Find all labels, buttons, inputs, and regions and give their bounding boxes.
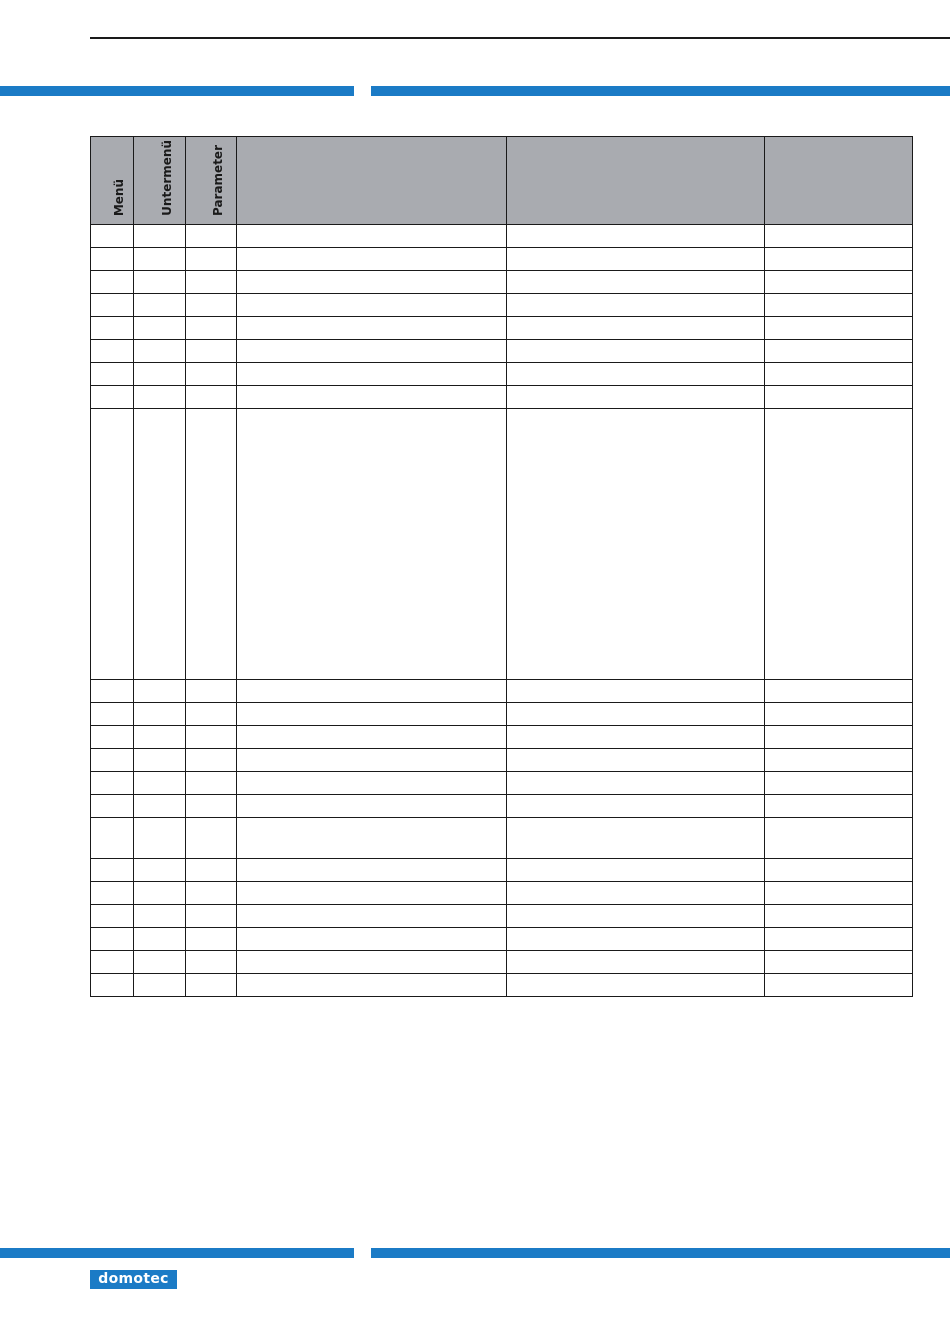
table-cell — [134, 702, 186, 725]
table-cell — [134, 270, 186, 293]
table-cell — [237, 408, 507, 679]
table-cell — [507, 247, 765, 270]
header-col-5 — [507, 137, 765, 225]
table-row — [91, 316, 913, 339]
table-cell — [134, 385, 186, 408]
header-submenu — [134, 137, 186, 225]
table-cell — [507, 817, 765, 858]
table-cell — [91, 408, 134, 679]
table-row — [91, 748, 913, 771]
table-cell — [134, 904, 186, 927]
table-cell — [507, 725, 765, 748]
table-header-row — [91, 137, 913, 225]
table-cell — [134, 679, 186, 702]
header-submenu-label: Untermenü — [159, 140, 174, 216]
table-cell — [91, 224, 134, 247]
table-cell — [237, 858, 507, 881]
table-cell — [237, 362, 507, 385]
table-cell — [765, 858, 913, 881]
table-cell — [91, 362, 134, 385]
table-cell — [507, 858, 765, 881]
table-cell — [91, 794, 134, 817]
table-cell — [186, 408, 237, 679]
table-cell — [186, 702, 237, 725]
table-cell — [91, 858, 134, 881]
table-cell — [91, 881, 134, 904]
table-cell — [507, 224, 765, 247]
table-cell — [134, 817, 186, 858]
table-cell — [134, 339, 186, 362]
table-cell — [134, 858, 186, 881]
table-cell — [507, 950, 765, 973]
table-cell — [507, 339, 765, 362]
table-cell — [186, 771, 237, 794]
table-cell — [237, 293, 507, 316]
table-cell — [237, 702, 507, 725]
table-cell — [237, 817, 507, 858]
top-rule — [90, 37, 950, 39]
table-row — [91, 881, 913, 904]
table-cell — [91, 293, 134, 316]
table-cell — [237, 927, 507, 950]
table-cell — [507, 881, 765, 904]
table-body — [91, 224, 913, 996]
footer-blue-bar-left — [0, 1248, 354, 1258]
table-cell — [507, 270, 765, 293]
table-row — [91, 224, 913, 247]
table-cell — [134, 881, 186, 904]
table-cell — [134, 224, 186, 247]
table-cell — [765, 748, 913, 771]
table-cell — [134, 794, 186, 817]
table-cell — [186, 881, 237, 904]
table-cell — [91, 748, 134, 771]
table-cell — [765, 725, 913, 748]
table-cell — [507, 362, 765, 385]
table-cell — [765, 794, 913, 817]
domotec-logo: domotec — [90, 1270, 177, 1289]
table-row — [91, 771, 913, 794]
table-cell — [765, 771, 913, 794]
table-cell — [765, 408, 913, 679]
table-cell — [765, 247, 913, 270]
table-row — [91, 270, 913, 293]
table-cell — [134, 748, 186, 771]
table-row — [91, 904, 913, 927]
header-parameter — [186, 137, 237, 225]
table-cell — [186, 858, 237, 881]
table-cell — [765, 817, 913, 858]
table-row — [91, 362, 913, 385]
table-row — [91, 385, 913, 408]
table-cell — [765, 339, 913, 362]
footer-blue-bar-right — [371, 1248, 950, 1258]
table-cell — [91, 316, 134, 339]
table-cell — [765, 881, 913, 904]
table-row — [91, 679, 913, 702]
table-cell — [507, 293, 765, 316]
table-cell — [186, 904, 237, 927]
table-cell — [765, 702, 913, 725]
header-col-4 — [237, 137, 507, 225]
table-cell — [237, 385, 507, 408]
table-cell — [237, 973, 507, 996]
header-blue-bar-right — [371, 86, 950, 96]
table-cell — [91, 339, 134, 362]
table-cell — [507, 748, 765, 771]
table-cell — [237, 904, 507, 927]
table-cell — [237, 224, 507, 247]
table-cell — [507, 794, 765, 817]
table-row — [91, 858, 913, 881]
table-cell — [507, 702, 765, 725]
table-cell — [134, 725, 186, 748]
header-menu — [91, 137, 134, 225]
table-cell — [237, 950, 507, 973]
table-cell — [507, 679, 765, 702]
table-cell — [91, 904, 134, 927]
table-cell — [186, 270, 237, 293]
table-cell — [186, 973, 237, 996]
table-cell — [765, 293, 913, 316]
table-cell — [134, 316, 186, 339]
table-cell — [237, 247, 507, 270]
table-cell — [134, 293, 186, 316]
table-cell — [134, 362, 186, 385]
table-cell — [237, 270, 507, 293]
table-cell — [765, 927, 913, 950]
table-cell — [765, 316, 913, 339]
header-parameter-label: Parameter — [211, 144, 225, 216]
table-cell — [134, 408, 186, 679]
table-cell — [134, 950, 186, 973]
table-cell — [186, 385, 237, 408]
table-cell — [507, 927, 765, 950]
table-cell — [91, 927, 134, 950]
table-cell — [237, 748, 507, 771]
table-cell — [186, 748, 237, 771]
table-cell — [507, 385, 765, 408]
table-cell — [91, 725, 134, 748]
table-cell — [237, 725, 507, 748]
table-cell — [765, 973, 913, 996]
table-cell — [186, 316, 237, 339]
table-cell — [765, 679, 913, 702]
table-row — [91, 247, 913, 270]
table-row — [91, 702, 913, 725]
table-row — [91, 339, 913, 362]
table-cell — [134, 927, 186, 950]
parameter-table — [90, 136, 913, 997]
table-cell — [91, 950, 134, 973]
table-cell — [134, 247, 186, 270]
table-cell — [765, 224, 913, 247]
table-cell — [186, 794, 237, 817]
table-row — [91, 725, 913, 748]
table-row — [91, 950, 913, 973]
table-cell — [134, 973, 186, 996]
table-row — [91, 927, 913, 950]
table-cell — [507, 316, 765, 339]
table-cell — [186, 339, 237, 362]
table-cell — [91, 702, 134, 725]
table-cell — [91, 385, 134, 408]
table-cell — [91, 679, 134, 702]
table-cell — [186, 817, 237, 858]
table-cell — [507, 904, 765, 927]
table-cell — [134, 771, 186, 794]
table-row — [91, 973, 913, 996]
table-cell — [186, 224, 237, 247]
table-cell — [91, 247, 134, 270]
table-cell — [237, 794, 507, 817]
header-col-6 — [765, 137, 913, 225]
table-cell — [507, 973, 765, 996]
table-cell — [186, 950, 237, 973]
table-row — [91, 794, 913, 817]
table-cell — [186, 679, 237, 702]
table-cell — [765, 385, 913, 408]
header-menu-label: Menü — [112, 178, 126, 216]
table-row — [91, 408, 913, 679]
table-cell — [237, 771, 507, 794]
table-cell — [765, 904, 913, 927]
table-cell — [507, 771, 765, 794]
table-cell — [91, 270, 134, 293]
table-cell — [237, 881, 507, 904]
table-cell — [186, 725, 237, 748]
table-cell — [186, 247, 237, 270]
table-cell — [91, 817, 134, 858]
table-row — [91, 293, 913, 316]
table-row — [91, 817, 913, 858]
header-blue-bar-left — [0, 86, 354, 96]
table-cell — [186, 927, 237, 950]
table-cell — [91, 973, 134, 996]
table-cell — [765, 270, 913, 293]
table-cell — [507, 408, 765, 679]
table-cell — [237, 679, 507, 702]
table-cell — [765, 362, 913, 385]
table-cell — [237, 339, 507, 362]
table-cell — [186, 362, 237, 385]
table-cell — [91, 771, 134, 794]
table-cell — [765, 950, 913, 973]
table-cell — [186, 293, 237, 316]
table-cell — [237, 316, 507, 339]
